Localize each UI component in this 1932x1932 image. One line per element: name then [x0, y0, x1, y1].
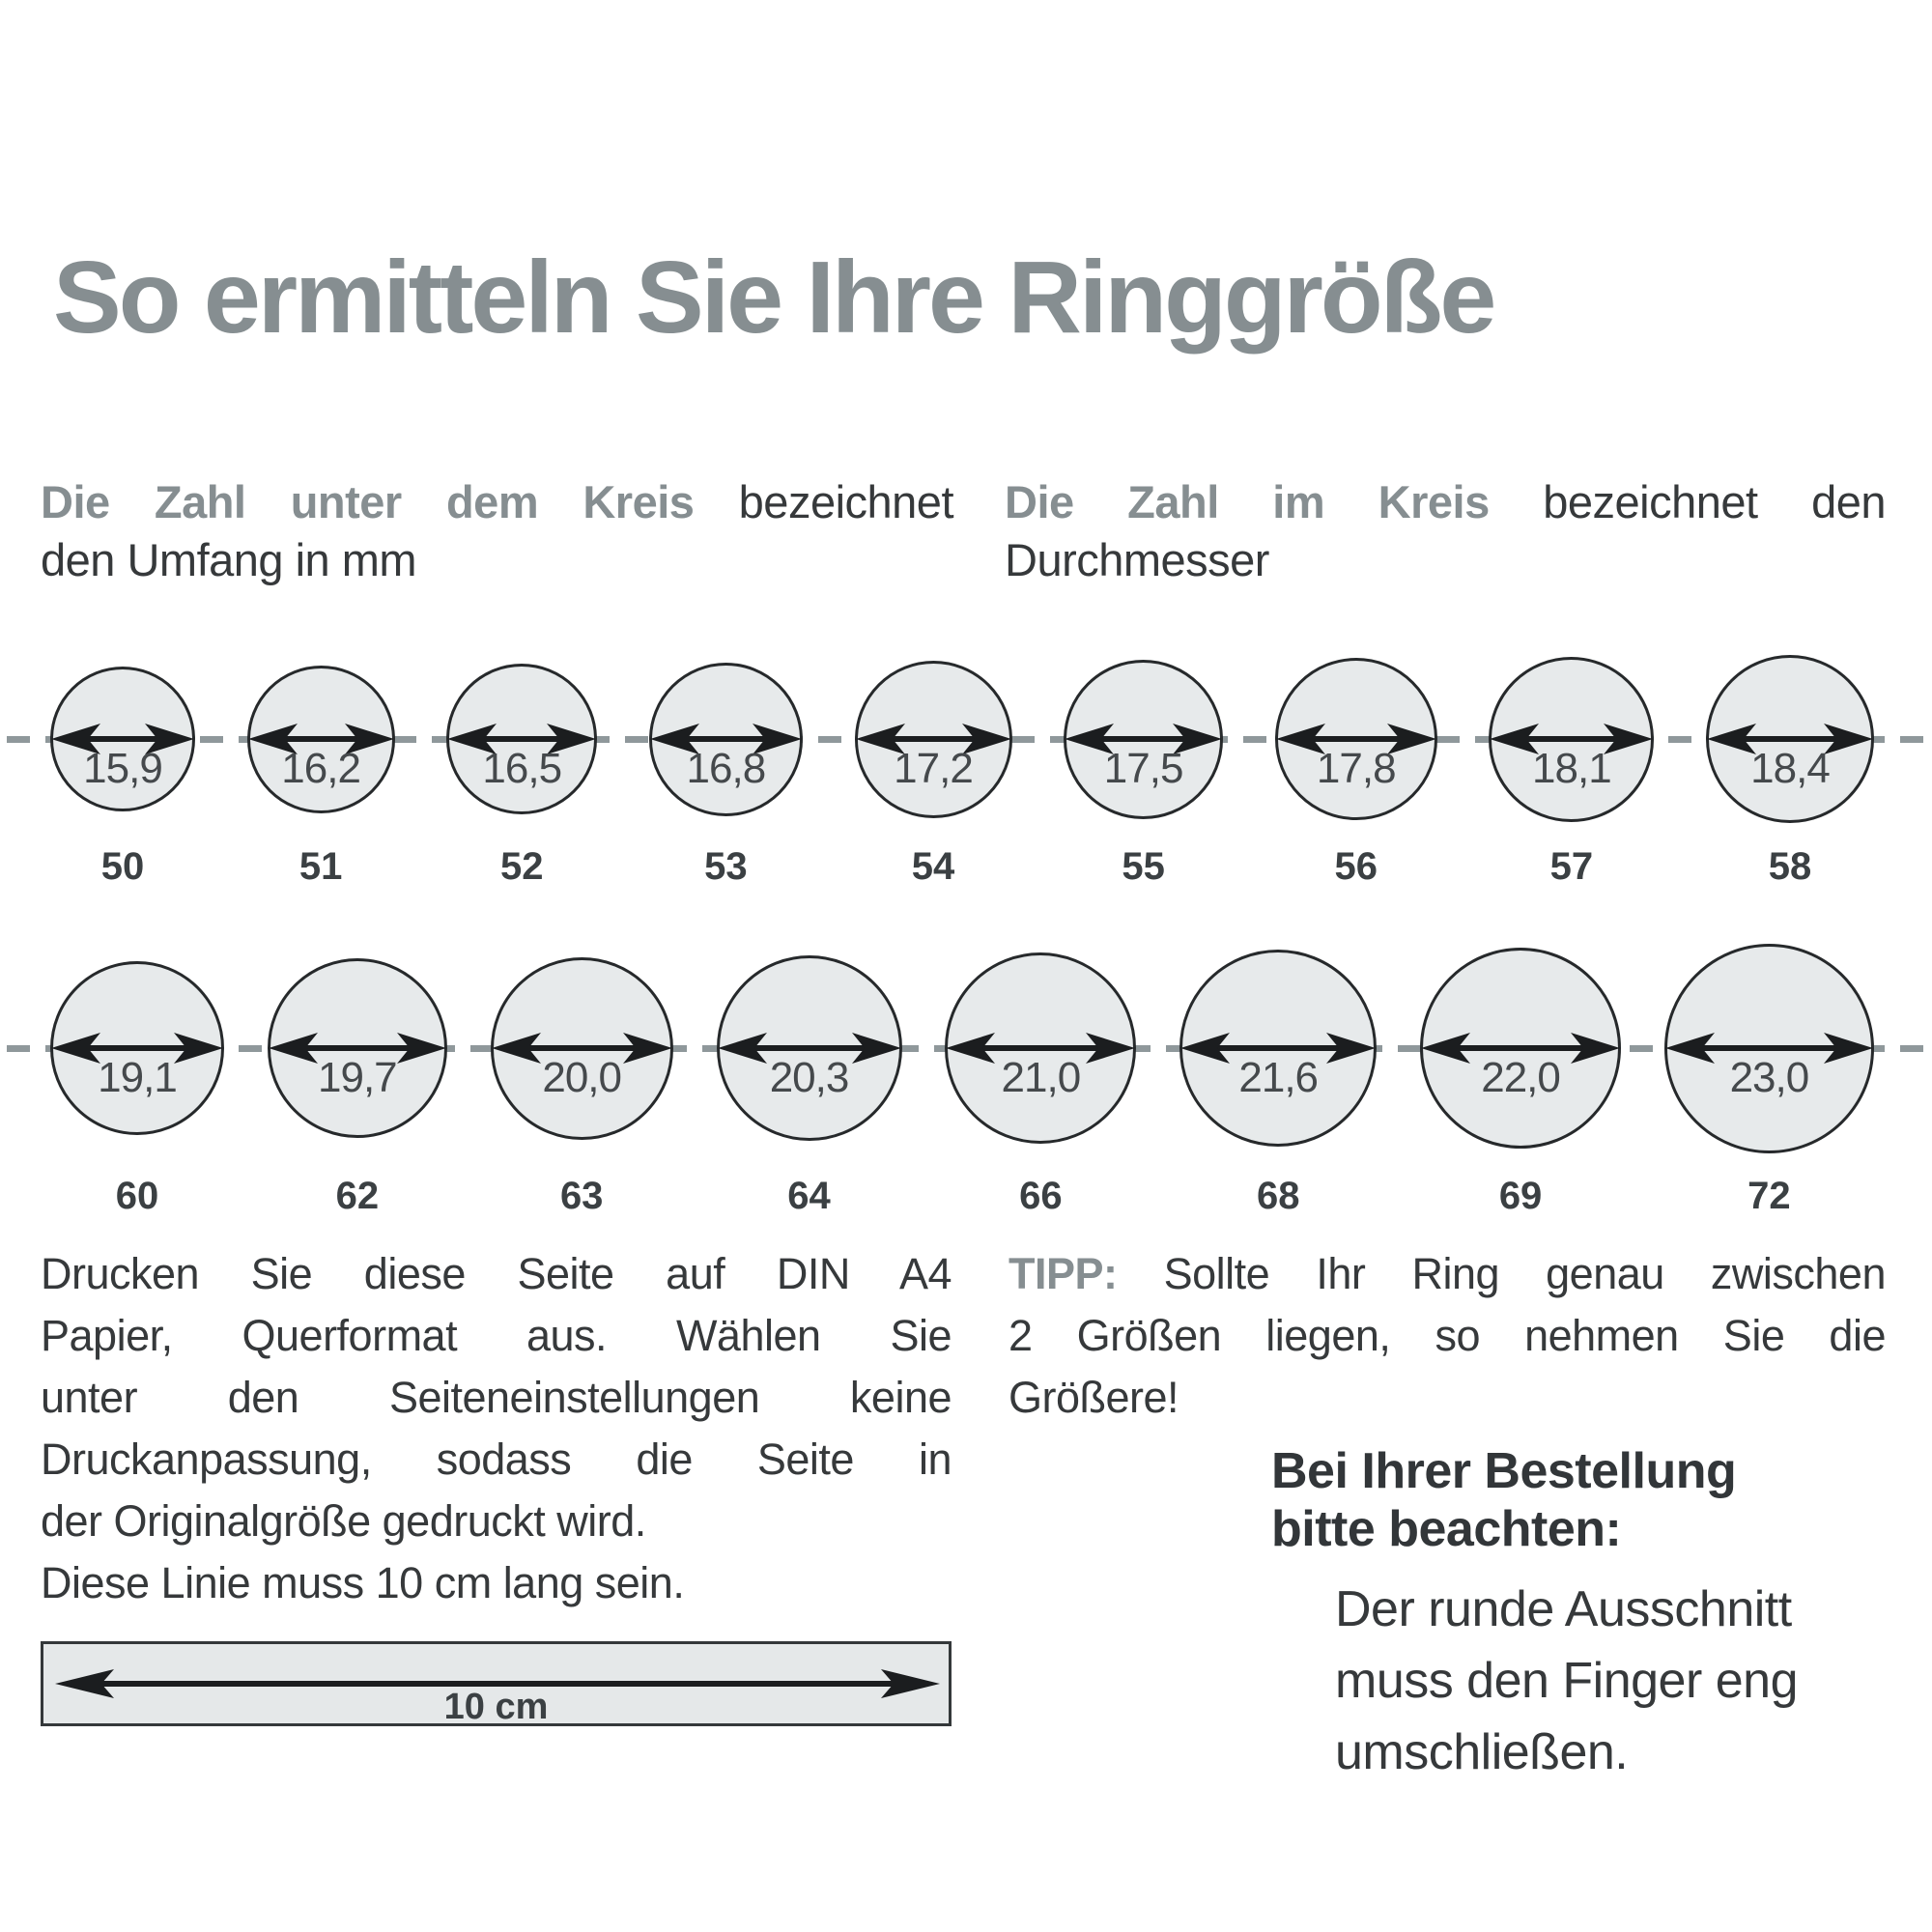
- ring-circle: [1420, 948, 1621, 1149]
- circumference-label: 51: [298, 845, 343, 888]
- diameter-value: 21,0: [1001, 1054, 1081, 1101]
- diameter-value: 16,5: [482, 745, 562, 792]
- ring-circle-zone: [50, 654, 195, 824]
- ring-circle-zone: [1489, 654, 1654, 824]
- diameter-value: 19,1: [98, 1054, 177, 1101]
- ring-size-item: [945, 943, 1136, 1218]
- legend-circumference: [41, 473, 953, 589]
- circumference-label: 58: [1768, 845, 1812, 888]
- circumference-label: 66: [1019, 1175, 1063, 1217]
- ring-list-2: [50, 943, 1874, 1218]
- diameter-value: 19,7: [318, 1054, 397, 1101]
- ring-circle: [491, 957, 673, 1140]
- tip-line: 2 Größen liegen, so nehmen Sie die: [1009, 1311, 1886, 1360]
- order-note-body-line1: Der runde Ausschnitt: [1335, 1581, 1792, 1637]
- ring-circle-zone: [945, 943, 1136, 1153]
- ring-circle: [649, 663, 803, 816]
- print-line: Drucken Sie diese Seite auf DIN A4: [41, 1249, 952, 1298]
- diameter-value: 17,2: [894, 745, 973, 792]
- legend-diameter-line1: [1005, 473, 1886, 531]
- tip-line: [1009, 1243, 1886, 1305]
- print-line: Diese Linie muss 10 cm lang sein.: [41, 1558, 685, 1607]
- circumference-label: 68: [1256, 1175, 1300, 1217]
- legend-diameter: [1005, 473, 1886, 589]
- ring-circle: [1664, 944, 1874, 1153]
- ring-circle-zone: [1420, 943, 1621, 1153]
- ring-circle: [50, 667, 195, 811]
- ring-size-item: [1275, 654, 1437, 889]
- ring-circle-zone: [649, 654, 803, 824]
- legend-circumference-highlight: Die Zahl unter dem Kreis: [41, 476, 695, 527]
- diameter-value: 15,9: [83, 745, 162, 792]
- ring-size-item: [50, 654, 195, 889]
- diameter-value: 17,8: [1316, 745, 1396, 792]
- ten-cm-ruler: [41, 1641, 952, 1726]
- order-note-body: [1335, 1574, 1886, 1788]
- legend-diameter-highlight: Die Zahl im Kreis: [1005, 476, 1490, 527]
- ring-size-item: [50, 943, 224, 1218]
- diameter-value: 23,0: [1729, 1054, 1809, 1101]
- ring-size-item: [1664, 943, 1874, 1218]
- bottom-section: [41, 1243, 1886, 1788]
- diameter-value: 20,0: [542, 1054, 621, 1101]
- order-note-body-line3: umschließen.: [1335, 1724, 1629, 1780]
- order-note-body-line2: muss den Finger eng: [1335, 1653, 1798, 1709]
- ring-size-item: [1179, 943, 1377, 1218]
- circumference-label: 64: [787, 1175, 831, 1217]
- tip-line1-text: Sollte Ihr Ring genau zwischen: [1163, 1249, 1886, 1298]
- diameter-value: 20,3: [769, 1054, 849, 1101]
- diameter-value: 22,0: [1481, 1054, 1560, 1101]
- ring-size-item: [717, 943, 902, 1218]
- ring-size-item: [649, 654, 803, 889]
- circumference-label: 63: [559, 1175, 604, 1217]
- ring-size-item: [1706, 654, 1874, 889]
- diameter-value: 18,1: [1532, 745, 1611, 792]
- circumference-label: 52: [500, 845, 544, 888]
- ring-size-item: [1064, 654, 1223, 889]
- circumference-label: 69: [1498, 1175, 1543, 1217]
- ring-circle: [446, 664, 597, 814]
- ring-circle: [1179, 950, 1377, 1147]
- legend-circumference-rest: bezeichnet: [738, 476, 954, 527]
- page-title: So ermitteln Sie Ihre Ringgröße: [53, 241, 1494, 355]
- circumference-label: 53: [704, 845, 748, 888]
- ring-circle-zone: [1706, 654, 1874, 824]
- ring-circle: [717, 955, 902, 1141]
- ring-circle: [50, 961, 224, 1135]
- ring-circle: [1706, 655, 1874, 823]
- order-note-heading: [1271, 1442, 1886, 1558]
- tip-text: [1009, 1243, 1886, 1429]
- legend-circumference-line2: den Umfang in mm: [41, 534, 417, 585]
- ring-circle: [1489, 657, 1654, 822]
- ring-circle-zone: [50, 943, 224, 1153]
- diameter-value: 18,4: [1750, 745, 1830, 792]
- ring-row-1: [50, 654, 1874, 889]
- legend-circumference-line1: [41, 473, 953, 531]
- circumference-label: 57: [1549, 845, 1594, 888]
- ring-size-item: [446, 654, 597, 889]
- circumference-label: 54: [911, 845, 955, 888]
- ring-size-item: [855, 654, 1012, 889]
- circumference-label: 56: [1334, 845, 1378, 888]
- print-line: der Originalgröße gedruckt wird.: [41, 1496, 646, 1546]
- ring-row-2: [50, 943, 1874, 1218]
- print-instructions-text: [41, 1243, 952, 1614]
- circumference-label: 50: [100, 845, 145, 888]
- ring-circle: [1275, 658, 1437, 820]
- ring-circle-zone: [491, 943, 673, 1153]
- diameter-value: 16,8: [686, 745, 766, 792]
- print-line: Druckanpassung, sodass die Seite in: [41, 1435, 952, 1484]
- diameter-value: 21,6: [1238, 1054, 1319, 1101]
- tip-line: Größere!: [1009, 1373, 1179, 1422]
- order-note-heading-line1: Bei Ihrer Bestellung: [1271, 1443, 1737, 1499]
- ring-circle: [268, 958, 447, 1138]
- ring-list-1: [50, 654, 1874, 889]
- ring-circle-zone: [446, 654, 597, 824]
- legend-diameter-line2: Durchmesser: [1005, 534, 1269, 585]
- ring-size-item: [247, 654, 395, 889]
- circumference-label: 55: [1122, 845, 1165, 888]
- diameter-value: 17,5: [1103, 745, 1183, 792]
- legend-diameter-rest: bezeichnet den: [1543, 476, 1886, 527]
- print-instructions: [41, 1243, 952, 1788]
- circumference-label: 60: [115, 1175, 159, 1217]
- ring-circle: [247, 666, 395, 813]
- ruler-length-label: 10 cm: [443, 1687, 549, 1727]
- ring-circle: [1064, 660, 1223, 819]
- print-line: Papier, Querformat aus. Wählen Sie: [41, 1311, 952, 1360]
- ring-circle: [855, 661, 1012, 818]
- circumference-label: 72: [1747, 1175, 1791, 1217]
- ring-circle-zone: [855, 654, 1012, 824]
- ring-size-item: [491, 943, 673, 1218]
- ring-size-item: [1420, 943, 1621, 1218]
- ring-size-item: [268, 943, 447, 1218]
- diameter-value: 16,2: [281, 745, 360, 792]
- legend: [41, 473, 1886, 589]
- ring-circle: [945, 952, 1136, 1144]
- tip-section: [1009, 1243, 1886, 1788]
- print-line: unter den Seiteneinstellungen keine: [41, 1373, 952, 1422]
- circumference-label: 62: [335, 1175, 380, 1217]
- ring-circle-zone: [268, 943, 447, 1153]
- order-note-heading-line2: bitte beachten:: [1271, 1501, 1622, 1557]
- tip-label: TIPP:: [1009, 1249, 1118, 1298]
- ring-circle-zone: [247, 654, 395, 824]
- ring-circle-zone: [1064, 654, 1223, 824]
- ring-circle-zone: [1664, 943, 1874, 1153]
- ring-size-item: [1489, 654, 1654, 889]
- ring-circle-zone: [1275, 654, 1437, 824]
- ring-circle-zone: [1179, 943, 1377, 1153]
- ring-circle-zone: [717, 943, 902, 1153]
